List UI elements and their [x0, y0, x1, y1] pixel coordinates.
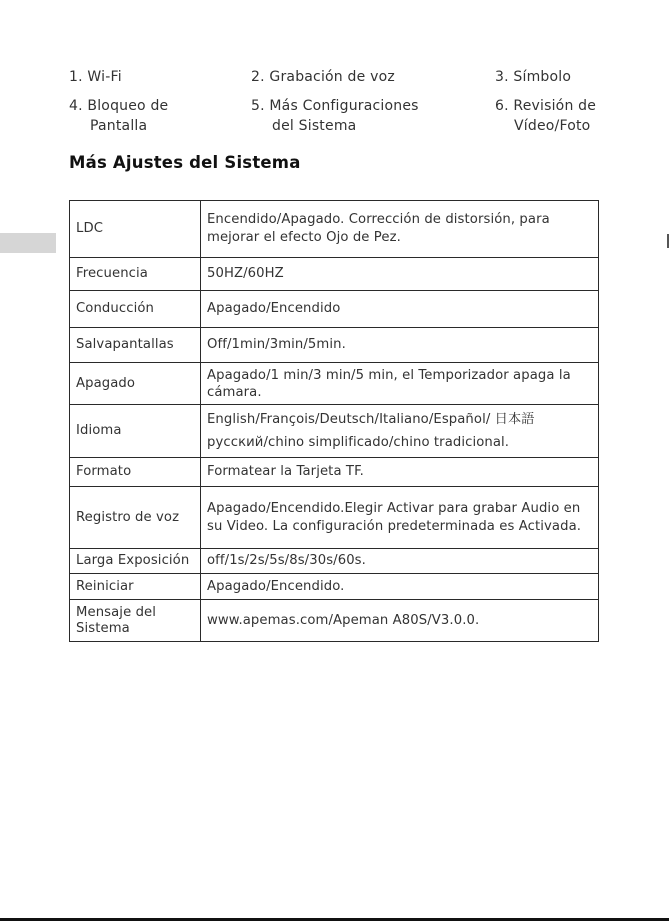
setting-value: off/1s/2s/5s/8s/30s/60s.: [201, 549, 599, 574]
setting-value: Apagado/Encendido.: [201, 574, 599, 600]
setting-name: LDC: [70, 201, 201, 258]
setting-name: Larga Exposición: [70, 549, 201, 574]
table-row: [70, 405, 599, 458]
setting-value: Apagado/Encendido: [201, 291, 599, 328]
table-row: [70, 549, 599, 574]
menu-item-label: 3. Símbolo: [495, 69, 572, 85]
setting-name: Idioma: [70, 405, 201, 458]
menu-item-label: 5. Más Configuraciones: [251, 98, 419, 114]
settings-table: [69, 200, 599, 642]
setting-name: Apagado: [70, 363, 201, 405]
setting-name: Mensaje del Sistema: [70, 600, 201, 642]
menu-item-label-2: del Sistema: [272, 118, 357, 134]
menu-item-label: 6. Revisión de: [495, 98, 597, 114]
table-row: [70, 487, 599, 549]
setting-value: www.apemas.com/Apeman A80S/V3.0.0.: [201, 600, 599, 642]
setting-value: Apagado/Encendido.Elegir Activar para grabar Audio en su Video. La configuración predeterminada es Activada.: [201, 487, 599, 549]
menu-item-label: 4. Bloqueo de: [69, 98, 169, 114]
menu-item-symbol: [495, 67, 571, 87]
setting-name: Conducción: [70, 291, 201, 328]
setting-value: Apagado/1 min/3 min/5 min, el Temporizador apaga la cámara.: [201, 363, 599, 405]
menu-item-label-2: Pantalla: [90, 118, 148, 134]
table-row: [70, 258, 599, 291]
setting-value: English/François/Deutsch/Italiano/Español/ 日本語 русский/chino simplificado/chino tradicional.: [201, 405, 599, 458]
setting-value: 50HZ/60HZ: [201, 258, 599, 291]
menu-item-screen-lock: [69, 96, 168, 136]
menu-item-label: 2. Grabación de voz: [251, 69, 395, 85]
setting-name: Reiniciar: [70, 574, 201, 600]
menu-item-voice-recording: [251, 67, 395, 87]
menu-item-more-settings: [251, 96, 419, 136]
setting-value: Off/1min/3min/5min.: [201, 328, 599, 363]
menu-item-review: [495, 96, 596, 136]
menu-item-label: 1. Wi-Fi: [69, 69, 122, 85]
side-tab: [0, 233, 56, 253]
table-row: [70, 328, 599, 363]
setting-name: Frecuencia: [70, 258, 201, 291]
setting-name: Salvapantallas: [70, 328, 201, 363]
table-row: [70, 600, 599, 642]
table-row: [70, 201, 599, 258]
table-row: [70, 291, 599, 328]
table-row: [70, 458, 599, 487]
section-title: Más Ajustes del Sistema: [69, 153, 301, 172]
setting-value: Encendido/Apagado. Corrección de distorsión, para mejorar el efecto Ojo de Pez.: [201, 201, 599, 258]
menu-item-wifi: [69, 67, 122, 87]
menu-item-label-2: Vídeo/Foto: [514, 118, 591, 134]
setting-name: Formato: [70, 458, 201, 487]
setting-name: Registro de voz: [70, 487, 201, 549]
table-row: [70, 574, 599, 600]
setting-value: Formatear la Tarjeta TF.: [201, 458, 599, 487]
table-row: [70, 363, 599, 405]
